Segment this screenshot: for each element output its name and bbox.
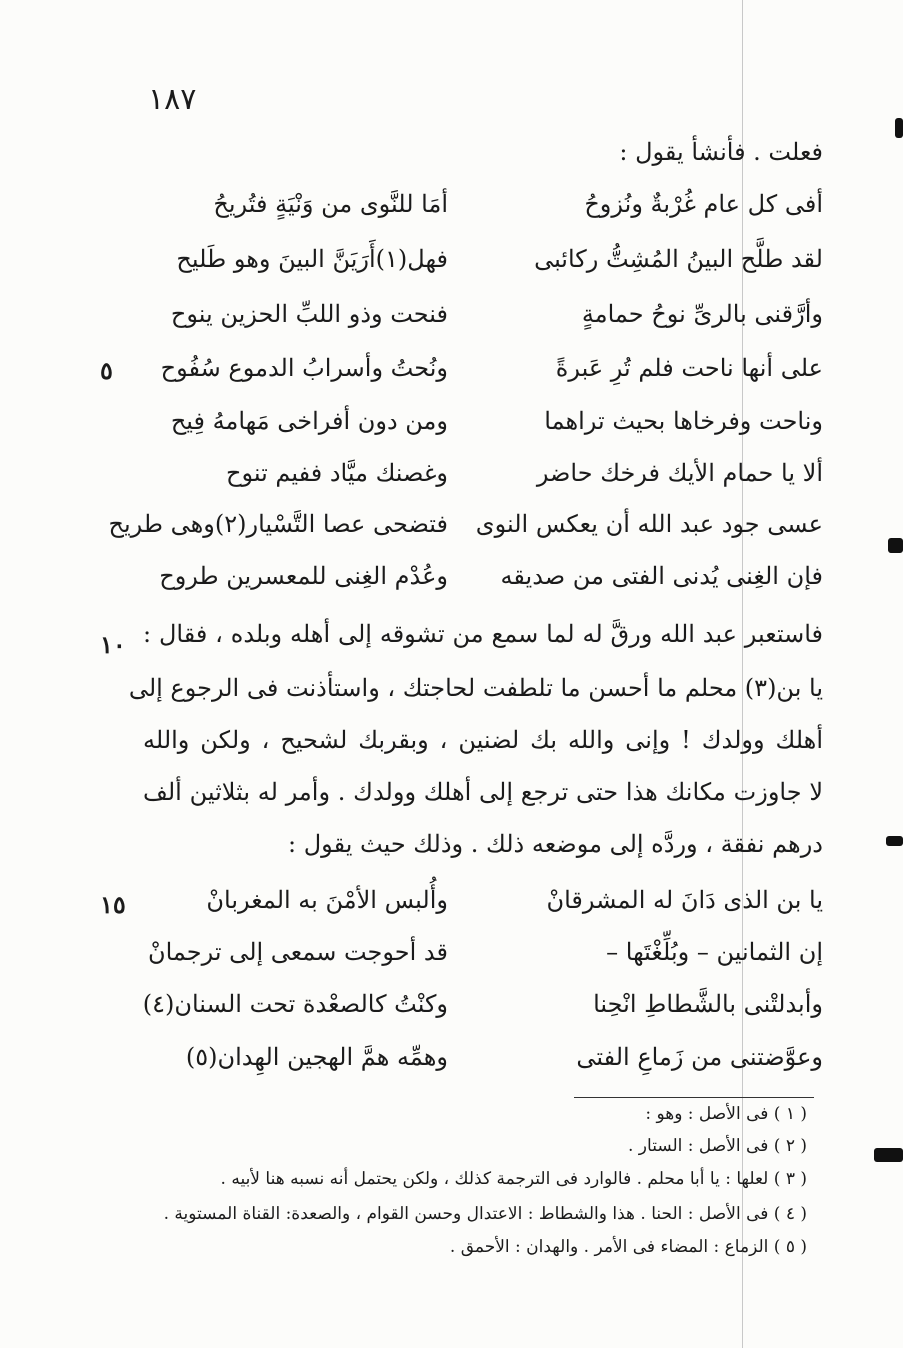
line-number: ٥ (100, 356, 113, 385)
prose-line: فاستعبر عبد الله ورقَّ له لما سمع من تشوقه إلى أهله وبلده ، فقال : (143, 620, 823, 648)
verse-first-hemistich: عسى جود عبد الله أن يعكس النوى (475, 510, 823, 538)
verse-second-hemistich: وعُدْم الغِنى للمعسرين طروح (159, 562, 448, 590)
verse-first-hemistich: وأرَّقنى بالرىِّ نوحُ حمامةٍ (581, 300, 823, 328)
footnote: ( ٣ ) لعلها : يا أبا محلم . فالوارد فى الترجمة كذلك ، ولكن يحتمل أنه نسبه هنا لأبيه . (220, 1169, 807, 1189)
verse-second-hemistich: أمَا للنَّوى من وَنْيَةٍ فتُريحُ (213, 190, 448, 218)
verse-second-hemistich: فنحت وذو اللبِّ الحزين ينوح (170, 300, 448, 328)
verse-second-hemistich: فهل(١)أَرَيَنَّ البينَ وهو طَليح (176, 245, 448, 273)
line-number: ١٥ (100, 890, 126, 919)
verse-first-hemistich: إن الثمانين – وبُلِّغْتَها – (606, 938, 823, 966)
prose-line: يا بن(٣) محلم ما أحسن ما تلطفت لحاجتك ، واستأذنت فى الرجوع إلى (128, 674, 823, 702)
footnote: ( ٢ ) فى الأصل : الستار . (628, 1136, 807, 1156)
verse-second-hemistich: ومن دون أفراخى مَهامهُ فِيح (170, 407, 448, 435)
footnote: ( ٤ ) فى الأصل : الحنا . هذا والشطاط : الاعتدال وحسن القوام ، والصعدة: القناة المستوية . (163, 1204, 807, 1224)
margin-mark (895, 118, 903, 138)
prose-line: لا جاوزت مكانك هذا حتى ترجع إلى أهلك وولدك . وأمر له بثلاثين ألف (143, 778, 824, 806)
verse-first-hemistich: أفى كل عام غُرْبةٌ ونُزوحُ (584, 190, 823, 218)
page-number: ١٨٧ (148, 82, 197, 117)
verse-second-hemistich: وغصنك ميَّاد ففيم تنوح (225, 459, 448, 487)
verse-second-hemistich: فتضحى عصا التَّسْيار(٢)وهى طريح (108, 510, 448, 538)
intro-line: فعلت . فأنشأ يقول : (619, 138, 823, 166)
verse-second-hemistich: وكنْتُ كالصعْدة تحت السنان(٤) (142, 990, 448, 1018)
verse-first-hemistich: وأبدلتْنى بالشَّطاطِ انْحِنا (593, 990, 823, 1018)
footnote: ( ٥ ) الزماع : المضاء فى الأمر . والهدان : الأحمق . (449, 1237, 807, 1257)
prose-line: درهم نفقة ، وردَّه إلى موضعه ذلك . وذلك حيث يقول : (288, 830, 823, 858)
footnote: ( ١ ) فى الأصل : وهو : (645, 1104, 807, 1124)
verse-first-hemistich: ألا يا حمام الأيك فرخك حاضر (536, 459, 823, 487)
margin-mark (888, 538, 903, 553)
verse-first-hemistich: على أنها ناحت فلم تُرِ عَبرةً (555, 354, 823, 382)
margin-mark (874, 1148, 903, 1162)
footnote-divider (574, 1097, 814, 1098)
verse-second-hemistich: ونُحتُ وأسرابُ الدموع سُفُوح (160, 354, 448, 382)
verse-first-hemistich: يا بن الذى دَانَ له المشرقانْ (546, 886, 823, 914)
verse-second-hemistich: وهمِّه همَّ الهجين الهِدان(٥) (185, 1043, 448, 1071)
prose-line: أهلك وولدك ! وإنى والله بك لضنين ، وبقربك لشحيح ، ولكن والله (143, 726, 823, 754)
verse-first-hemistich: وعوَّضتنى من زَماعِ الفتى (576, 1043, 823, 1071)
verse-first-hemistich: فإن الغِنى يُدنى الفتى من صديقه (500, 562, 823, 590)
verse-second-hemistich: قد أحوجت سمعى إلى ترجمانْ (147, 938, 448, 966)
line-number: ١٠ (100, 630, 126, 659)
verse-second-hemistich: وأُلبس الأمْنَ به المغربانْ (206, 886, 448, 914)
margin-mark (886, 836, 903, 846)
verse-first-hemistich: لقد طلَّح البينُ المُشِتُّ ركائبى (534, 245, 823, 273)
verse-first-hemistich: وناحت وفرخاها بحيث تراهما (544, 407, 823, 435)
